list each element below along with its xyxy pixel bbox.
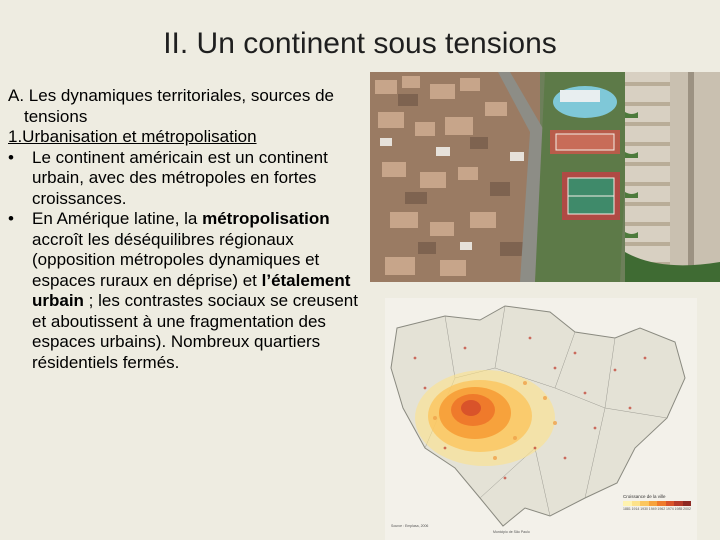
bullet-bold-term: métropolisation <box>202 209 330 228</box>
legend-swatch <box>649 501 658 506</box>
favela-condominium-photo <box>370 72 720 282</box>
bullet-text-part: En Amérique latine, la <box>32 209 203 228</box>
map-source: Source : Emplasa, 2006 <box>391 524 429 528</box>
legend-swatch <box>640 501 649 506</box>
bullet-text: Le continent américain est un continent urbain, avec des métropoles en fortes croissances. <box>32 147 328 208</box>
heading-a: A. Les dynamiques territoriales, sources de tensions <box>8 86 334 126</box>
legend-tick: 1949 <box>648 507 657 511</box>
metropolis-growth-map <box>385 298 697 540</box>
legend-tick: 1985 <box>674 507 683 511</box>
legend-color-bar <box>623 501 691 506</box>
bullet-bold-term: l’étalement urbain <box>32 270 351 310</box>
legend-tick: 2002 <box>683 507 691 511</box>
map-caption: Municipio de São Paulo <box>493 530 530 534</box>
map-legend <box>623 494 691 528</box>
legend-swatch <box>666 501 675 506</box>
slide-body <box>8 86 358 373</box>
bullet-icon: • <box>8 147 14 167</box>
legend-swatch <box>623 501 632 506</box>
legend-title: Croissance de la ville <box>623 494 666 499</box>
bullet-text-part: ; les contrastes sociaux se creusent et aboutissent à une fragmentation des espaces urbains). Nombreux quartiers résidentiels fermés. <box>32 291 358 372</box>
legend-tick: 1881 <box>623 507 631 511</box>
legend-tick: 1914 <box>631 507 640 511</box>
photo-illustration <box>370 72 720 282</box>
legend-tick: 1962 <box>657 507 666 511</box>
legend-swatch <box>632 501 641 506</box>
legend-tick: 1974 <box>665 507 674 511</box>
bullet-icon: • <box>8 209 14 228</box>
heading-1: 1.Urbanisation et métropolisation <box>8 127 257 146</box>
bullet-text-part: accroît les déséquilibres régionaux (opposition métropoles dynamiques et espaces ruraux en déprise) et <box>32 229 320 290</box>
legend-tick: 1930 <box>640 507 648 511</box>
legend-swatch <box>674 501 683 506</box>
bullet-item <box>8 148 358 210</box>
legend-swatch <box>657 501 666 506</box>
slide-title: II. Un continent sous tensions <box>163 27 557 60</box>
bullet-item <box>8 209 358 373</box>
legend-ticks <box>623 507 691 511</box>
legend-swatch <box>683 501 692 506</box>
